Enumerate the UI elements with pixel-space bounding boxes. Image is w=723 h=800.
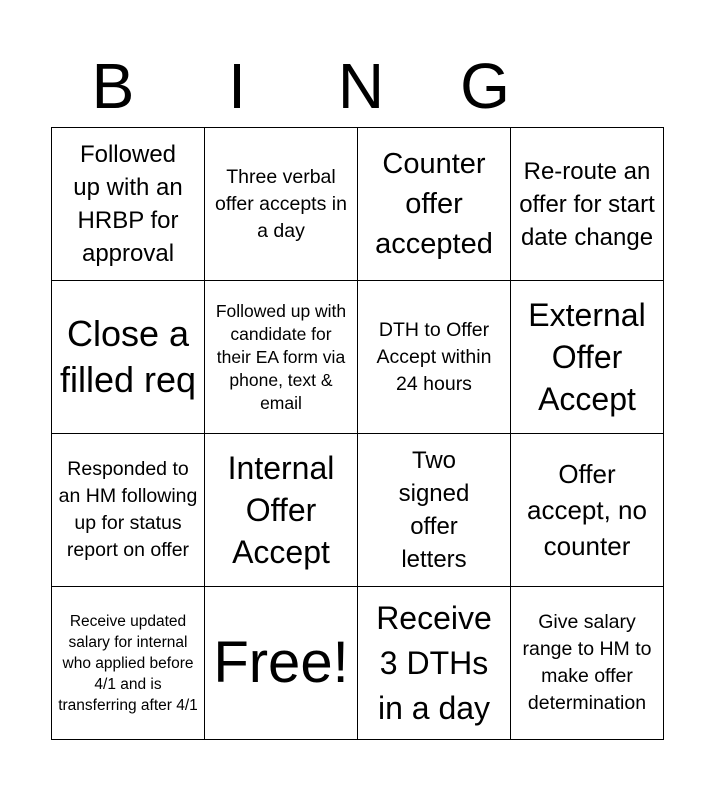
header-letter-b: B [91,50,135,122]
cell-text: Offer accept, no counter [527,459,647,561]
board-row-2 [52,281,664,434]
cell-text: Three verbal offer accepts in a day [215,165,347,242]
bingo-cell[interactable] [205,128,358,281]
cell-text: Re-route an offer for start date change [519,157,655,251]
header-letter-g: G [460,50,510,122]
cell-text: Receive updated salary for internal who applied before 4/1 and is transferring after 4/1 [58,612,198,714]
bingo-cell[interactable] [358,434,511,587]
cell-text: Internal Offer Accept [227,450,335,570]
bingo-cell[interactable] [511,281,664,434]
bingo-cell[interactable] [358,281,511,434]
bingo-cell[interactable] [511,587,664,740]
cell-text: Responded to an HM following up for status report on offer [58,458,198,561]
bingo-cell[interactable] [358,128,511,281]
cell-text: Close a filled req [59,313,197,400]
board-row-4 [52,587,664,740]
header-letter-i: I [228,50,246,122]
bingo-cell[interactable] [205,281,358,434]
bingo-header [51,50,671,122]
bingo-cell[interactable] [52,434,205,587]
cell-text: Followed up with candidate for their EA form via phone, text & email [215,300,347,413]
cell-text: Two signed offer letters [398,447,470,573]
board-row-3 [52,434,664,587]
bingo-cell[interactable] [511,434,664,587]
bingo-cell[interactable] [205,434,358,587]
bingo-cell[interactable] [52,587,205,740]
bingo-cell[interactable] [358,587,511,740]
bingo-board [51,127,664,740]
bingo-cell[interactable] [511,128,664,281]
cell-text: Give salary range to HM to make offer determination [522,611,652,714]
header-letter-n: N [337,50,385,122]
cell-text: External Offer Accept [528,297,646,417]
bingo-cell[interactable] [52,281,205,434]
board-row-1 [52,128,664,281]
bingo-cell[interactable] [52,128,205,281]
free-space-text: Free! [213,630,349,695]
cell-text: Receive 3 DTHs in a day [376,599,492,726]
bingo-cell free-space[interactable] [205,587,358,740]
cell-text: Followed up with an HRBP for approval [73,141,183,267]
cell-text: DTH to Offer Accept within 24 hours [376,318,492,395]
cell-text: Counter offer accepted [375,148,493,260]
